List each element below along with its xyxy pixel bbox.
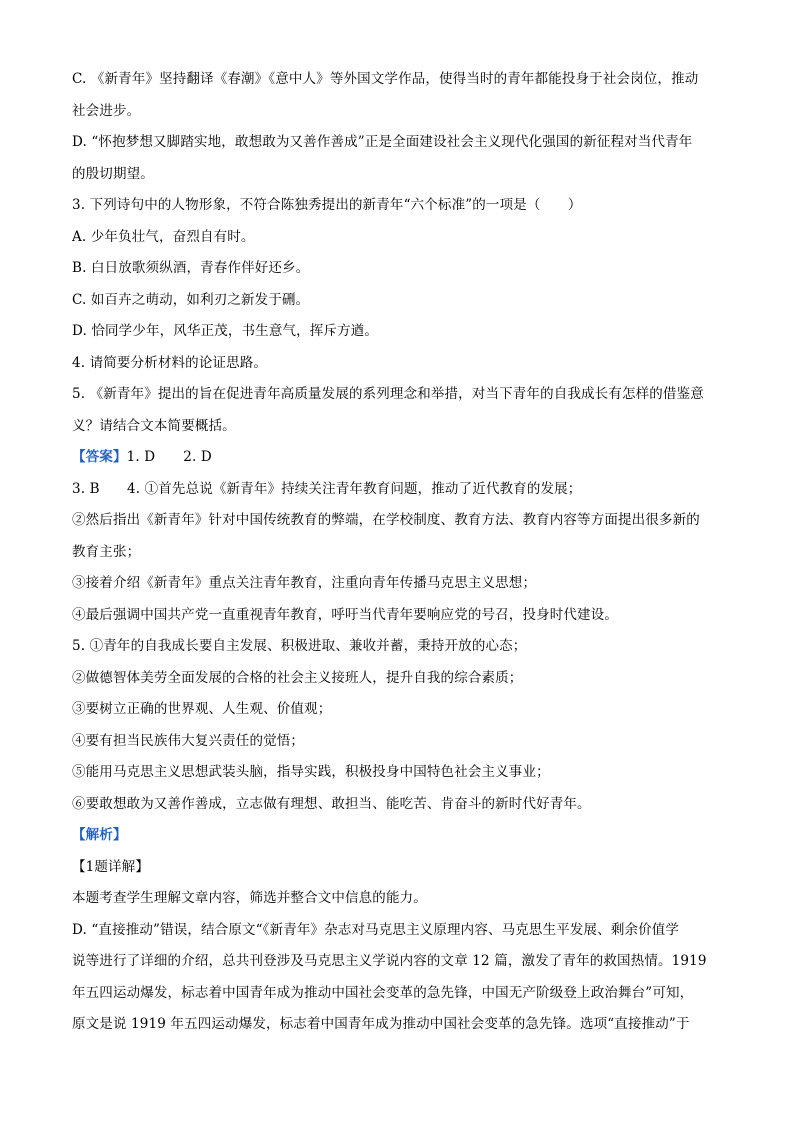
option-d-line-1: D. “怀抱梦想又脚踏实地，敢想敢为又善作善成”正是全面建设社会主义现代化强国的新征程对当代青年 (72, 134, 693, 150)
document-body (72, 64, 722, 1041)
option-c-line-2: 社会进步。 (72, 102, 141, 119)
answer-header-line (72, 442, 722, 474)
question-3-option-c: C. 如百卉之萌动，如利刃之新发于硎。 (72, 291, 310, 308)
detail-line: 本题考查学生理解文章内容，筛选并整合文中信息的能力。 (72, 890, 427, 906)
question-5-line-1: 5. 《新青年》提出的旨在促进青年高质量发展的系列理念和举措，对当下青年的自我成长有怎样的借鉴意 (72, 386, 704, 402)
detail-line: 原文是说 1919 年五四运动爆发，标志着中国青年成为推动中国社会变革的急先锋。选项“直接推动”于 (72, 1016, 690, 1032)
answer-line: ⑥要敢想敢为又善作善成，立志做有理想、敢担当、能吃苦、肯奋斗的新时代好青年。 (72, 795, 591, 812)
question-3-option-b: B. 白日放歌须纵酒，青春作伴好还乡。 (72, 260, 310, 276)
analysis-heading-line (72, 820, 722, 852)
answer-line: ③接着介绍《新青年》重点关注青年教育，注重向青年传播马克思主义思想； (72, 575, 537, 591)
analysis-tag: 【解析】 (72, 827, 127, 843)
question-5-line-2: 义？请结合文本简要概括。 (72, 417, 236, 434)
option-d-line-2: 的殷切期望。 (72, 165, 154, 182)
detail-line: D. “直接推动”错误，结合原文“《新青年》杂志对马克思主义原理内容、马克思生平发展、剩余价值学 (72, 921, 680, 938)
answer-line: ③要树立正确的世界观、人生观、价值观； (72, 701, 332, 717)
answer-line: 5. ①青年的自我成长要自主发展、积极进取、兼收并蓄，秉持开放的心态； (72, 638, 527, 654)
detail-heading: 【1题详解】 (72, 858, 149, 875)
detail-line: 说等进行了详细的介绍，总共刊登涉及马克思主义学说内容的文章 12 篇，激发了青年的救国热情。1919 (72, 953, 707, 969)
detail-line: 年五四运动爆发，标志着中国青年成为推动中国社会变革的急先锋，中国无产阶级登上政治舞台”可知， (72, 984, 694, 1001)
answer-line: 教育主张； (72, 543, 141, 560)
answer-1: 1. D (126, 449, 156, 465)
answer-line: ④最后强调中国共产党一直重视青年教育，呼吁当代青年要响应党的号召，投身时代建设。 (72, 606, 618, 623)
question-3-option-a: A. 少年负壮气，奋烈自有时。 (72, 228, 255, 245)
answer-2: 2. D (183, 449, 212, 465)
option-c-line-1: C. 《新青年》坚持翻译《春潮》《意中人》等外国文学作品，使得当时的青年都能投身于社会岗位，推动 (72, 71, 699, 87)
answer-line: ②然后指出《新青年》针对中国传统教育的弊端，在学校制度、教育方法、教育内容等方面提出很多新的 (72, 512, 700, 528)
question-4: 4. 请简要分析材料的论证思路。 (72, 354, 268, 371)
question-3-option-d: D. 恰同学少年，风华正茂，书生意气，挥斥方遒。 (72, 323, 379, 339)
answer-line: 3. B 4. ①首先总说《新青年》持续关注青年教育问题，推动了近代教育的发展； (72, 480, 582, 497)
question-3: 3. 下列诗句中的人物形象，不符合陈独秀提出的新青年“六个标准”的一项是（ ） (72, 197, 582, 213)
answer-tag: 【答案】 (72, 449, 127, 465)
answer-line: ④要有担当民族伟大复兴责任的觉悟； (72, 732, 305, 749)
answer-line: ⑤能用马克思主义思想武装头脑，指导实践，积极投身中国特色社会主义事业； (72, 764, 550, 780)
answer-line: ②做德智体美劳全面发展的合格的社会主义接班人，提升自我的综合素质； (72, 669, 523, 686)
